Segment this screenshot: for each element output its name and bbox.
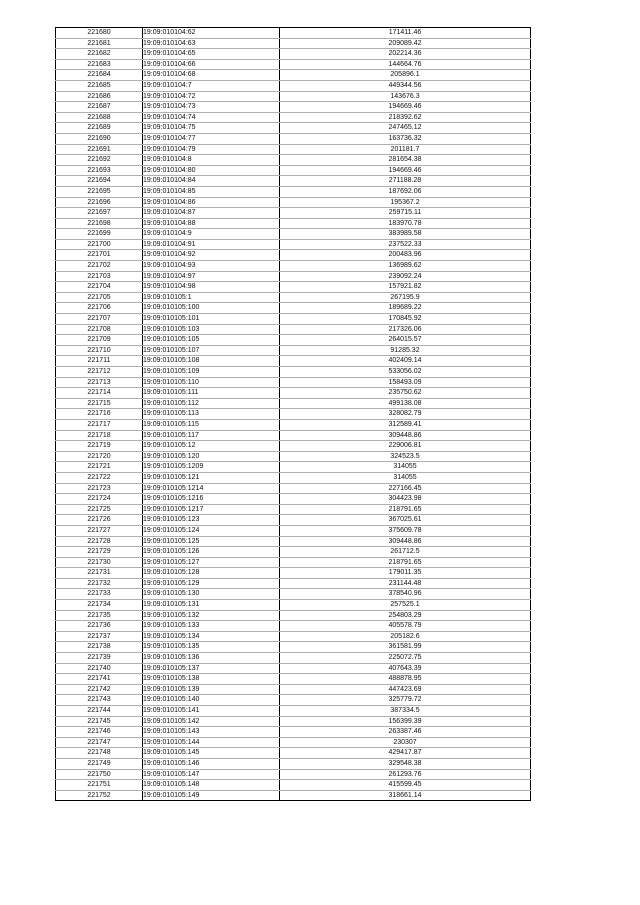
cadastral-value-cell: 217326.06 xyxy=(280,324,531,335)
row-number-cell: 221691 xyxy=(56,144,143,155)
cadastral-value-cell: 449344.56 xyxy=(280,80,531,91)
cadastral-value-cell: 230307 xyxy=(280,737,531,748)
cadastral-value-cell: 205182.6 xyxy=(280,631,531,642)
table-row xyxy=(56,462,531,473)
row-number-cell: 221702 xyxy=(56,261,143,272)
row-number-cell: 221737 xyxy=(56,631,143,642)
row-number-cell: 221694 xyxy=(56,176,143,187)
row-number-cell: 221708 xyxy=(56,324,143,335)
row-number-cell: 221723 xyxy=(56,483,143,494)
cadastral-value-cell: 309448.86 xyxy=(280,430,531,441)
table-row xyxy=(56,758,531,769)
cadastral-number-cell: 19:09:010105:136 xyxy=(143,653,280,664)
row-number-cell: 221727 xyxy=(56,525,143,536)
table-row xyxy=(56,451,531,462)
cadastral-number-cell: 19:09:010105:146 xyxy=(143,758,280,769)
table-row xyxy=(56,504,531,515)
cadastral-value-cell: 163736.32 xyxy=(280,133,531,144)
cadastral-value-cell: 195367.2 xyxy=(280,197,531,208)
cadastral-value-cell: 136989.62 xyxy=(280,261,531,272)
cadastral-number-cell: 19:09:010104:88 xyxy=(143,218,280,229)
row-number-cell: 221722 xyxy=(56,472,143,483)
table-row xyxy=(56,600,531,611)
table-row xyxy=(56,367,531,378)
table-row xyxy=(56,123,531,134)
row-number-cell: 221698 xyxy=(56,218,143,229)
table-row xyxy=(56,80,531,91)
table-row xyxy=(56,377,531,388)
row-number-cell: 221715 xyxy=(56,398,143,409)
cadastral-value-cell: 361581.99 xyxy=(280,642,531,653)
cadastral-number-cell: 19:09:010105:143 xyxy=(143,727,280,738)
row-number-cell: 221719 xyxy=(56,441,143,452)
row-number-cell: 221714 xyxy=(56,388,143,399)
cadastral-number-cell: 19:09:010105:107 xyxy=(143,345,280,356)
row-number-cell: 221703 xyxy=(56,271,143,282)
cadastral-value-cell: 281654.38 xyxy=(280,155,531,166)
cadastral-value-cell: 402409.14 xyxy=(280,356,531,367)
row-number-cell: 221747 xyxy=(56,737,143,748)
cadastral-value-cell: 143676.3 xyxy=(280,91,531,102)
row-number-cell: 221741 xyxy=(56,674,143,685)
table-row xyxy=(56,653,531,664)
row-number-cell: 221705 xyxy=(56,292,143,303)
row-number-cell: 221709 xyxy=(56,335,143,346)
cadastral-number-cell: 19:09:010105:120 xyxy=(143,451,280,462)
row-number-cell: 221717 xyxy=(56,419,143,430)
cadastral-number-cell: 19:09:010104:86 xyxy=(143,197,280,208)
cadastral-value-cell: 367025.61 xyxy=(280,515,531,526)
cadastral-number-cell: 19:09:010104:68 xyxy=(143,70,280,81)
table-row xyxy=(56,642,531,653)
cadastral-value-cell: 405578.79 xyxy=(280,621,531,632)
cadastral-number-cell: 19:09:010105:127 xyxy=(143,557,280,568)
cadastral-value-cell: 271188.28 xyxy=(280,176,531,187)
cadastral-number-cell: 19:09:010104:77 xyxy=(143,133,280,144)
table-row xyxy=(56,674,531,685)
row-number-cell: 221726 xyxy=(56,515,143,526)
cadastral-value-cell: 91285.32 xyxy=(280,345,531,356)
row-number-cell: 221699 xyxy=(56,229,143,240)
cadastral-value-cell: 314055 xyxy=(280,472,531,483)
cadastral-number-cell: 19:09:010104:98 xyxy=(143,282,280,293)
table-row xyxy=(56,208,531,219)
cadastral-number-cell: 19:09:010105:108 xyxy=(143,356,280,367)
cadastral-value-cell: 267195.9 xyxy=(280,292,531,303)
table-row xyxy=(56,441,531,452)
cadastral-value-cell: 157921.82 xyxy=(280,282,531,293)
cadastral-value-cell: 194669.46 xyxy=(280,165,531,176)
row-number-cell: 221738 xyxy=(56,642,143,653)
cadastral-number-cell: 19:09:010105:132 xyxy=(143,610,280,621)
cadastral-value-cell: 189689.22 xyxy=(280,303,531,314)
table-row xyxy=(56,557,531,568)
row-number-cell: 221720 xyxy=(56,451,143,462)
cadastral-number-cell: 19:09:010105:100 xyxy=(143,303,280,314)
table-row xyxy=(56,133,531,144)
cadastral-value-cell: 205896.1 xyxy=(280,70,531,81)
cadastral-number-cell: 19:09:010105:142 xyxy=(143,716,280,727)
cadastral-value-cell: 202214.36 xyxy=(280,49,531,60)
row-number-cell: 221731 xyxy=(56,568,143,579)
table-row xyxy=(56,494,531,505)
cadastral-number-cell: 19:09:010104:9 xyxy=(143,229,280,240)
cadastral-value-cell: 156399.39 xyxy=(280,716,531,727)
cadastral-value-cell: 312589.41 xyxy=(280,419,531,430)
cadastral-number-cell: 19:09:010105:148 xyxy=(143,780,280,791)
cadastral-number-cell: 19:09:010104:93 xyxy=(143,261,280,272)
cadastral-value-cell: 227166.45 xyxy=(280,483,531,494)
table-row xyxy=(56,419,531,430)
table-row xyxy=(56,49,531,60)
table-row xyxy=(56,610,531,621)
row-number-cell: 221710 xyxy=(56,345,143,356)
cadastral-number-cell: 19:09:010105:138 xyxy=(143,674,280,685)
cadastral-number-cell: 19:09:010105:1209 xyxy=(143,462,280,473)
table-row xyxy=(56,483,531,494)
cadastral-number-cell: 19:09:010104:91 xyxy=(143,239,280,250)
cadastral-number-cell: 19:09:010105:126 xyxy=(143,547,280,558)
row-number-cell: 221685 xyxy=(56,80,143,91)
table-row xyxy=(56,271,531,282)
cadastral-number-cell: 19:09:010105:12 xyxy=(143,441,280,452)
cadastral-value-cell: 259715.11 xyxy=(280,208,531,219)
cadastral-value-cell: 318661.14 xyxy=(280,790,531,801)
row-number-cell: 221733 xyxy=(56,589,143,600)
cadastral-value-cell: 309448.86 xyxy=(280,536,531,547)
cadastral-value-cell: 218791.65 xyxy=(280,557,531,568)
cadastral-number-cell: 19:09:010104:62 xyxy=(143,28,280,39)
table-row xyxy=(56,112,531,123)
row-number-cell: 221689 xyxy=(56,123,143,134)
table-row xyxy=(56,218,531,229)
cadastral-value-cell: 239092.24 xyxy=(280,271,531,282)
row-number-cell: 221696 xyxy=(56,197,143,208)
cadastral-number-cell: 19:09:010104:63 xyxy=(143,38,280,49)
table-row xyxy=(56,525,531,536)
cadastral-value-cell: 387334.5 xyxy=(280,706,531,717)
table-row xyxy=(56,155,531,166)
row-number-cell: 221745 xyxy=(56,716,143,727)
cadastral-value-cell: 257525.1 xyxy=(280,600,531,611)
cadastral-number-cell: 19:09:010105:103 xyxy=(143,324,280,335)
cadastral-value-cell: 447423.69 xyxy=(280,684,531,695)
row-number-cell: 221706 xyxy=(56,303,143,314)
cadastral-number-cell: 19:09:010105:105 xyxy=(143,335,280,346)
row-number-cell: 221739 xyxy=(56,653,143,664)
cadastral-number-cell: 19:09:010105:109 xyxy=(143,367,280,378)
cadastral-value-cell: 171411.46 xyxy=(280,28,531,39)
row-number-cell: 221700 xyxy=(56,239,143,250)
cadastral-number-cell: 19:09:010104:75 xyxy=(143,123,280,134)
table-row xyxy=(56,578,531,589)
row-number-cell: 221725 xyxy=(56,504,143,515)
cadastral-value-cell: 179011.35 xyxy=(280,568,531,579)
cadastral-value-cell: 375609.78 xyxy=(280,525,531,536)
table-row xyxy=(56,536,531,547)
row-number-cell: 221735 xyxy=(56,610,143,621)
cadastral-value-cell: 304423.98 xyxy=(280,494,531,505)
row-number-cell: 221716 xyxy=(56,409,143,420)
table-row xyxy=(56,716,531,727)
table-row xyxy=(56,706,531,717)
cadastral-value-cell: 488878.95 xyxy=(280,674,531,685)
cadastral-value-cell: 261712.5 xyxy=(280,547,531,558)
table-row xyxy=(56,229,531,240)
table-row xyxy=(56,250,531,261)
cadastral-value-cell: 194669.46 xyxy=(280,102,531,113)
cadastral-number-cell: 19:09:010105:128 xyxy=(143,568,280,579)
cadastral-value-cell: 328082.79 xyxy=(280,409,531,420)
table-row xyxy=(56,472,531,483)
cadastral-value-cell: 187692.06 xyxy=(280,186,531,197)
table-row xyxy=(56,621,531,632)
cadastral-number-cell: 19:09:010105:110 xyxy=(143,377,280,388)
row-number-cell: 221684 xyxy=(56,70,143,81)
cadastral-value-cell: 429417.87 xyxy=(280,748,531,759)
cadastral-value-cell: 209089.42 xyxy=(280,38,531,49)
row-number-cell: 221742 xyxy=(56,684,143,695)
cadastral-number-cell: 19:09:010104:7 xyxy=(143,80,280,91)
table-row xyxy=(56,547,531,558)
row-number-cell: 221682 xyxy=(56,49,143,60)
table-row xyxy=(56,769,531,780)
row-number-cell: 221692 xyxy=(56,155,143,166)
table-row xyxy=(56,70,531,81)
table-row xyxy=(56,28,531,39)
cadastral-value-cell: 263387.46 xyxy=(280,727,531,738)
cadastral-value-cell: 378540.96 xyxy=(280,589,531,600)
cadastral-value-cell: 329548.38 xyxy=(280,758,531,769)
cadastral-number-cell: 19:09:010105:147 xyxy=(143,769,280,780)
cadastral-value-cell: 254803.29 xyxy=(280,610,531,621)
cadastral-number-cell: 19:09:010105:141 xyxy=(143,706,280,717)
row-number-cell: 221730 xyxy=(56,557,143,568)
cadastral-value-cell: 218392.62 xyxy=(280,112,531,123)
cadastral-number-cell: 19:09:010105:1 xyxy=(143,292,280,303)
table-row xyxy=(56,186,531,197)
row-number-cell: 221683 xyxy=(56,59,143,70)
cadastral-value-cell: 247465.12 xyxy=(280,123,531,134)
cadastral-number-cell: 19:09:010104:97 xyxy=(143,271,280,282)
cadastral-value-cell: 325779.72 xyxy=(280,695,531,706)
row-number-cell: 221744 xyxy=(56,706,143,717)
row-number-cell: 221712 xyxy=(56,367,143,378)
cadastral-value-cell: 144664.76 xyxy=(280,59,531,70)
cadastral-number-cell: 19:09:010105:133 xyxy=(143,621,280,632)
table-row xyxy=(56,780,531,791)
row-number-cell: 221713 xyxy=(56,377,143,388)
cadastral-number-cell: 19:09:010104:72 xyxy=(143,91,280,102)
cadastral-value-cell: 200483.96 xyxy=(280,250,531,261)
table-row xyxy=(56,261,531,272)
row-number-cell: 221701 xyxy=(56,250,143,261)
row-number-cell: 221704 xyxy=(56,282,143,293)
cadastral-number-cell: 19:09:010104:74 xyxy=(143,112,280,123)
row-number-cell: 221693 xyxy=(56,165,143,176)
row-number-cell: 221690 xyxy=(56,133,143,144)
cadastral-value-cell: 218791.65 xyxy=(280,504,531,515)
table-row xyxy=(56,102,531,113)
row-number-cell: 221686 xyxy=(56,91,143,102)
table-row xyxy=(56,430,531,441)
table-row xyxy=(56,165,531,176)
cadastral-number-cell: 19:09:010105:1217 xyxy=(143,504,280,515)
row-number-cell: 221688 xyxy=(56,112,143,123)
table-row xyxy=(56,790,531,801)
cadastral-value-cell: 170845.92 xyxy=(280,314,531,325)
cadastral-value-cell: 158493.09 xyxy=(280,377,531,388)
table-row xyxy=(56,388,531,399)
table-row xyxy=(56,197,531,208)
cadastral-number-cell: 19:09:010105:124 xyxy=(143,525,280,536)
cadastral-value-cell: 533056.02 xyxy=(280,367,531,378)
row-number-cell: 221695 xyxy=(56,186,143,197)
cadastral-number-cell: 19:09:010105:139 xyxy=(143,684,280,695)
cadastral-number-cell: 19:09:010105:131 xyxy=(143,600,280,611)
row-number-cell: 221681 xyxy=(56,38,143,49)
row-number-cell: 221749 xyxy=(56,758,143,769)
row-number-cell: 221729 xyxy=(56,547,143,558)
cadastral-number-cell: 19:09:010104:87 xyxy=(143,208,280,219)
row-number-cell: 221680 xyxy=(56,28,143,39)
table-row xyxy=(56,345,531,356)
table-row xyxy=(56,695,531,706)
row-number-cell: 221751 xyxy=(56,780,143,791)
table-row xyxy=(56,737,531,748)
cadastral-number-cell: 19:09:010105:1214 xyxy=(143,483,280,494)
cadastral-number-cell: 19:09:010104:66 xyxy=(143,59,280,70)
row-number-cell: 221687 xyxy=(56,102,143,113)
table-row xyxy=(56,176,531,187)
cadastral-number-cell: 19:09:010105:101 xyxy=(143,314,280,325)
cadastral-value-cell: 237522.33 xyxy=(280,239,531,250)
row-number-cell: 221711 xyxy=(56,356,143,367)
cadastral-value-cell: 183970.78 xyxy=(280,218,531,229)
cadastral-number-cell: 19:09:010104:8 xyxy=(143,155,280,166)
table-row xyxy=(56,59,531,70)
table-row xyxy=(56,239,531,250)
cadastral-number-cell: 19:09:010105:123 xyxy=(143,515,280,526)
row-number-cell: 221728 xyxy=(56,536,143,547)
table-row xyxy=(56,144,531,155)
row-number-cell: 221746 xyxy=(56,727,143,738)
cadastral-number-cell: 19:09:010104:65 xyxy=(143,49,280,60)
cadastral-number-cell: 19:09:010105:144 xyxy=(143,737,280,748)
table-row xyxy=(56,589,531,600)
cadastral-number-cell: 19:09:010105:115 xyxy=(143,419,280,430)
cadastral-value-cell: 225072.75 xyxy=(280,653,531,664)
row-number-cell: 221748 xyxy=(56,748,143,759)
cadastral-value-cell: 229006.81 xyxy=(280,441,531,452)
row-number-cell: 221718 xyxy=(56,430,143,441)
table-row xyxy=(56,727,531,738)
cadastral-number-cell: 19:09:010105:134 xyxy=(143,631,280,642)
table-row xyxy=(56,91,531,102)
cadastral-number-cell: 19:09:010105:111 xyxy=(143,388,280,399)
table-row xyxy=(56,282,531,293)
table-row xyxy=(56,303,531,314)
cadastral-number-cell: 19:09:010105:113 xyxy=(143,409,280,420)
row-number-cell: 221697 xyxy=(56,208,143,219)
cadastral-number-cell: 19:09:010104:92 xyxy=(143,250,280,261)
row-number-cell: 221732 xyxy=(56,578,143,589)
cadastral-number-cell: 19:09:010105:112 xyxy=(143,398,280,409)
cadastral-number-cell: 19:09:010105:121 xyxy=(143,472,280,483)
cadastral-value-cell: 231144.48 xyxy=(280,578,531,589)
cadastral-number-cell: 19:09:010104:80 xyxy=(143,165,280,176)
cadastral-value-cell: 415599.45 xyxy=(280,780,531,791)
table-row xyxy=(56,663,531,674)
cadastral-number-cell: 19:09:010105:149 xyxy=(143,790,280,801)
cadastral-number-cell: 19:09:010105:137 xyxy=(143,663,280,674)
row-number-cell: 221721 xyxy=(56,462,143,473)
table-row xyxy=(56,398,531,409)
cadastral-value-cell: 201181.7 xyxy=(280,144,531,155)
cadastral-number-cell: 19:09:010105:125 xyxy=(143,536,280,547)
table-row xyxy=(56,748,531,759)
cadastral-number-cell: 19:09:010105:145 xyxy=(143,748,280,759)
table-row xyxy=(56,409,531,420)
row-number-cell: 221740 xyxy=(56,663,143,674)
row-number-cell: 221707 xyxy=(56,314,143,325)
cadastral-value-cell: 264015.57 xyxy=(280,335,531,346)
cadastral-number-cell: 19:09:010105:129 xyxy=(143,578,280,589)
row-number-cell: 221734 xyxy=(56,600,143,611)
row-number-cell: 221750 xyxy=(56,769,143,780)
cadastral-value-cell: 235750.62 xyxy=(280,388,531,399)
cadastral-number-cell: 19:09:010104:79 xyxy=(143,144,280,155)
cadastral-value-cell: 407643.39 xyxy=(280,663,531,674)
cadastral-value-table xyxy=(55,27,531,801)
table-row xyxy=(56,324,531,335)
cadastral-number-cell: 19:09:010105:117 xyxy=(143,430,280,441)
cadastral-value-cell: 383989.58 xyxy=(280,229,531,240)
table-row xyxy=(56,684,531,695)
cadastral-value-cell: 261293.76 xyxy=(280,769,531,780)
table-row xyxy=(56,356,531,367)
cadastral-value-cell: 314055 xyxy=(280,462,531,473)
cadastral-value-cell: 324523.5 xyxy=(280,451,531,462)
cadastral-number-cell: 19:09:010104:73 xyxy=(143,102,280,113)
table-row xyxy=(56,314,531,325)
cadastral-number-cell: 19:09:010105:1216 xyxy=(143,494,280,505)
cadastral-number-cell: 19:09:010105:135 xyxy=(143,642,280,653)
row-number-cell: 221743 xyxy=(56,695,143,706)
cadastral-number-cell: 19:09:010104:84 xyxy=(143,176,280,187)
table-row xyxy=(56,335,531,346)
cadastral-number-cell: 19:09:010105:130 xyxy=(143,589,280,600)
table-row xyxy=(56,631,531,642)
cadastral-number-cell: 19:09:010104:85 xyxy=(143,186,280,197)
cadastral-value-cell: 499138.08 xyxy=(280,398,531,409)
table-row xyxy=(56,568,531,579)
table-row xyxy=(56,38,531,49)
row-number-cell: 221752 xyxy=(56,790,143,801)
cadastral-number-cell: 19:09:010105:140 xyxy=(143,695,280,706)
table-row xyxy=(56,292,531,303)
table-row xyxy=(56,515,531,526)
row-number-cell: 221724 xyxy=(56,494,143,505)
row-number-cell: 221736 xyxy=(56,621,143,632)
table-body xyxy=(56,28,531,801)
